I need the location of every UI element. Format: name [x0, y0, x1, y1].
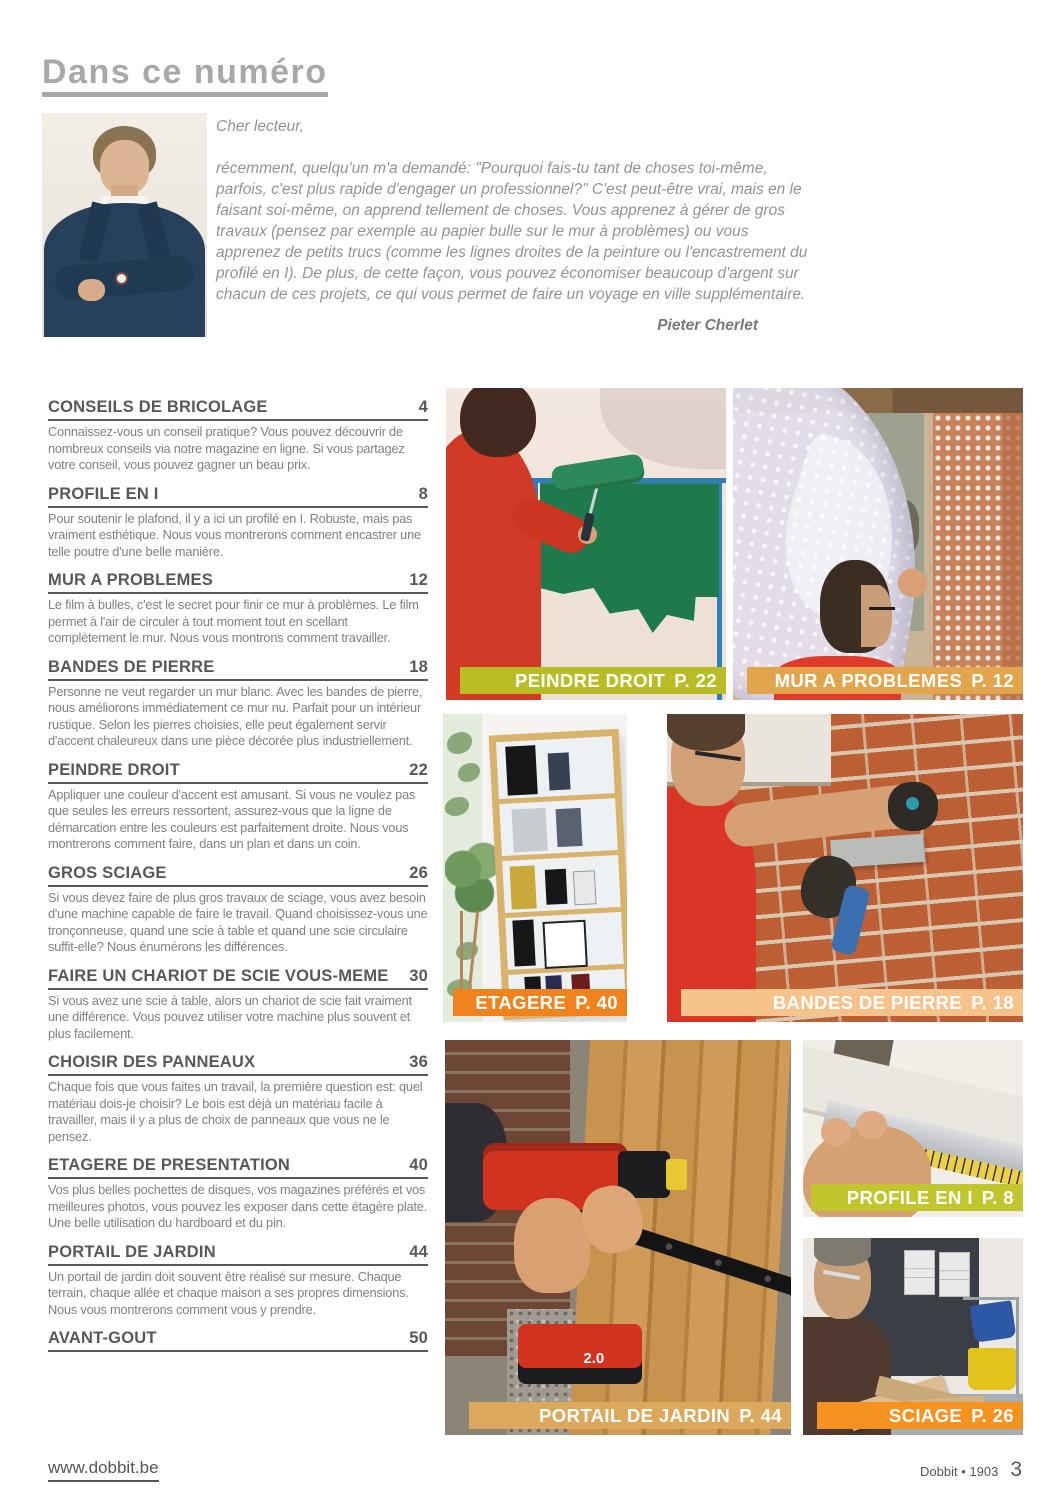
toc-title: ETAGERE DE PRESENTATION: [48, 1156, 291, 1174]
page-title: Dans ce numéro: [42, 54, 328, 97]
toc-heading: [48, 658, 428, 681]
toc-page-number: 30: [409, 966, 428, 985]
toc-heading: [48, 1243, 428, 1266]
toc-title: PROFILE EN I: [48, 484, 159, 503]
toc-title: PEINDRE DROIT: [48, 760, 180, 779]
knuckle-shape: [856, 1111, 887, 1139]
photo-caption-banner: [817, 1402, 1023, 1429]
record-cover-shape: [548, 752, 571, 791]
toc-page-number: 8: [418, 484, 428, 503]
photo-caption-label: PEINDRE DROIT: [515, 669, 666, 691]
website-link[interactable]: www.dobbit.be: [48, 1458, 159, 1482]
green-paint-shape: [540, 483, 719, 633]
photo-portail-de-jardin: [445, 1040, 791, 1435]
letter-signature: Pieter Cherlet: [657, 317, 758, 334]
toc-heading: [48, 967, 428, 990]
letter-salutation: Cher lecteur,: [216, 118, 304, 135]
toc-item: [48, 1243, 428, 1319]
table-of-contents: [48, 398, 428, 1363]
record-cover-shape: [543, 920, 589, 970]
toc-item: [48, 398, 428, 474]
toc-heading: [48, 1156, 428, 1179]
worker-hair-shape: [814, 1238, 871, 1266]
battery-capacity-label: 2.0: [583, 1350, 605, 1368]
toc-description: Appliquer une couleur d'accent est amusant. Si vous ne voulez pas que seules les erreurs ressortent, assurez-vous que la ligne de démarcation entre les couleurs est parfaitement droite. Nous vous montrerons comment faire, dans un plan et dans un coin.: [48, 786, 416, 851]
toc-page-number: 26: [409, 863, 428, 882]
photo-caption-page: P. 12: [971, 669, 1014, 691]
blue-bin-shape: [970, 1300, 1017, 1343]
wooden-display-shelf-shape: [489, 729, 627, 1020]
painter-body-shape: [446, 429, 541, 700]
toc-item: [48, 658, 428, 750]
photo-caption-label: SCIAGE: [888, 1404, 963, 1426]
toc-description: Si vous devez faire de plus gros travaux de sciage, vous avez besoin d'une machine capable de faire le travail. Quand choisissez-vous une tronçonneuse, quand une scie à table et quand une scie circulaire suffit-elle? Nous énumérons les différences.: [48, 889, 428, 954]
toc-description: Vos plus belles pochettes de disques, vos magazines préférés et vos meilleures photos, vous pouvez les exposer dans cette étagère plate. Une belle utilisation du hardboard et du pin.: [48, 1182, 428, 1230]
toc-item: [48, 571, 428, 647]
photo-sciage: [803, 1238, 1023, 1435]
photo-caption-label: PROFILE EN I: [846, 1186, 973, 1208]
toc-page-number: 44: [409, 1242, 428, 1261]
toc-page-number: 40: [409, 1156, 428, 1174]
toc-item: [48, 1156, 428, 1232]
pinned-paper-shape: [939, 1252, 970, 1297]
toc-item: [48, 1329, 428, 1352]
worker-glasses-shape: [869, 607, 895, 610]
toc-page-number: 50: [409, 1329, 428, 1347]
record-cover-shape: [510, 865, 538, 910]
portrait-hand-shape: [78, 279, 104, 301]
record-cover-shape: [511, 808, 548, 853]
pinned-paper-shape: [904, 1250, 935, 1295]
toc-heading: [48, 1053, 428, 1076]
toc-title: BANDES DE PIERRE: [48, 657, 215, 676]
editor-letter: [216, 116, 816, 336]
record-cover-shape: [506, 746, 539, 796]
photo-caption-banner: [747, 667, 1023, 694]
photo-caption-label: ETAGERE: [475, 991, 567, 1013]
photo-caption-label: MUR A PROBLEMES: [774, 669, 963, 691]
record-cover-shape: [545, 869, 568, 905]
drill-battery-shape: [518, 1324, 643, 1383]
photo-caption-page: P. 26: [971, 1404, 1014, 1426]
toc-title: MUR A PROBLEMES: [48, 571, 213, 589]
portrait-watch-shape: [115, 272, 128, 285]
photo-caption-label: BANDES DE PIERRE: [772, 991, 963, 1013]
toc-page-number: 12: [409, 571, 428, 589]
editor-portrait-photo: [42, 113, 207, 337]
toc-heading: [48, 398, 428, 421]
toc-description: Un portail de jardin doit souvent être réalisé sur mesure. Chaque terrain, chaque allée et chaque maison a ses propres dimensions. Nous vous montrerons comment vous y prendre.: [48, 1268, 409, 1317]
photo-peindre-droit: [446, 388, 726, 700]
photo-caption-banner: [811, 1184, 1023, 1211]
toc-title: CONSEILS DE BRICOLAGE: [48, 398, 268, 416]
rust-strip-shape: [1003, 413, 1023, 700]
record-cover-shape: [513, 920, 536, 967]
photo-mur-a-problemes: [733, 388, 1023, 700]
toc-title: PORTAIL DE JARDIN: [48, 1242, 216, 1261]
toc-heading: [48, 864, 428, 887]
toc-title: AVANT-GOUT: [48, 1329, 157, 1347]
photo-caption-page: P. 8: [981, 1186, 1014, 1208]
yellow-bin-shape: [968, 1348, 1016, 1389]
toc-description: Personne ne veut regarder un mur blanc. Avec les bandes de pierre, nous améliorons immédiatement ce mur nu. Parfait pour un intérieur rustique. Selon les pierres choisies, elle peut également servir d'accent chaleureux dans une pièce décorée plus industriellement.: [48, 683, 423, 748]
toc-description: Chaque fois que vous faites un travail, la première question est: quel matériau dois-je choisir? Le bois est déjà un matériau facile à travailler, mais il y a plus de choix de panneaux que vous ne le pensez.: [48, 1079, 423, 1144]
plant-stand-shape: [460, 911, 463, 991]
toc-page-number: 18: [409, 657, 428, 676]
toc-heading: [48, 571, 428, 594]
toc-page-number: 4: [418, 398, 428, 416]
painter-hair-shape: [460, 388, 536, 457]
toc-item: [48, 761, 428, 853]
toc-title: FAIRE UN CHARIOT DE SCIE VOUS-MEME: [48, 966, 389, 985]
toc-page-number: 36: [409, 1053, 428, 1071]
photo-profile-en-i: [803, 1040, 1023, 1217]
toc-heading: [48, 485, 428, 508]
toc-item: [48, 1053, 428, 1145]
photo-bandes-de-pierre: [667, 714, 1023, 1022]
toc-title: GROS SCIAGE: [48, 863, 167, 882]
toc-page-number: 22: [409, 760, 428, 779]
toc-description: Si vous avez une scie à table, alors un chariot de scie fait vraiment une différence. Vous pouvez utiliser votre machine plus souvent et plus facilement.: [48, 992, 412, 1041]
record-cover-shape: [573, 870, 598, 906]
toc-heading: [48, 761, 428, 784]
toc-description: Pour soutenir le plafond, il y a ici un profilé en I. Robuste, mais pas vraiment esthétique. Nous vous montrerons comment encastrer une telle poutre d'une belle manière.: [48, 510, 421, 559]
photo-caption-label: PORTAIL DE JARDIN: [539, 1404, 731, 1426]
toc-item: [48, 864, 428, 956]
photo-caption-banner: [453, 989, 627, 1016]
toc-title: CHOISIR DES PANNEAUX: [48, 1053, 256, 1071]
photo-caption-banner: [681, 989, 1023, 1016]
toc-description: Connaissez-vous un conseil pratique? Vous pouvez découvrir de nombreux conseils via notre magazine en ligne. Si vous partagez votre conseil, vous pouvez gagner un beau prix.: [48, 424, 405, 472]
issue-label: Dobbit • 1903: [920, 1464, 999, 1479]
worker-hand-shape: [514, 1198, 590, 1293]
photo-caption-page: P. 44: [739, 1404, 782, 1426]
toc-description: Le film à bulles, c'est le secret pour finir ce mur à problèmes. Le film permet à l'air de circuler à tout moment tout en scellant complètement le mur. Nous vous montrons comment travailler.: [48, 597, 419, 645]
photo-caption-page: P. 22: [674, 669, 717, 691]
toc-item: [48, 967, 428, 1043]
glove-accent-shape: [906, 797, 919, 810]
letter-body: récemment, quelqu'un m'a demandé: "Pourquoi fais-tu tant de choses toi-même, parfois, c'est plus rapide d'engager un professionnel?" C'est peut-être vrai, mais en le faisant soi-même, on apprend tellement de choses. Vous apprenez à gérer de gros travaux (pensez par exemple au papier bulle sur le mur à problèmes) ou vous apprenez de petits trucs (comme les lignes droites de la peinture ou l'encastrement du profilé en I). De plus, de cette façon, vous pouvez économiser beaucoup d'argent sur chacun de ces projets, ce qui vous permet de faire un voyage en ville supplémentaire.: [216, 160, 808, 303]
photo-etagere: [443, 714, 627, 1022]
toc-heading: [48, 1329, 428, 1352]
photo-caption-banner: [460, 667, 726, 694]
folio-page-number: 3: [1010, 1458, 1022, 1481]
photo-caption-banner: [469, 1402, 791, 1429]
photo-caption-page: P. 18: [971, 991, 1014, 1013]
footer-issue-block: [920, 1458, 1022, 1482]
photo-caption-page: P. 40: [575, 991, 618, 1013]
toc-item: [48, 485, 428, 561]
record-cover-shape: [556, 809, 583, 848]
drill-bit-holder-shape: [666, 1159, 687, 1191]
worker-face-shape: [861, 585, 893, 647]
